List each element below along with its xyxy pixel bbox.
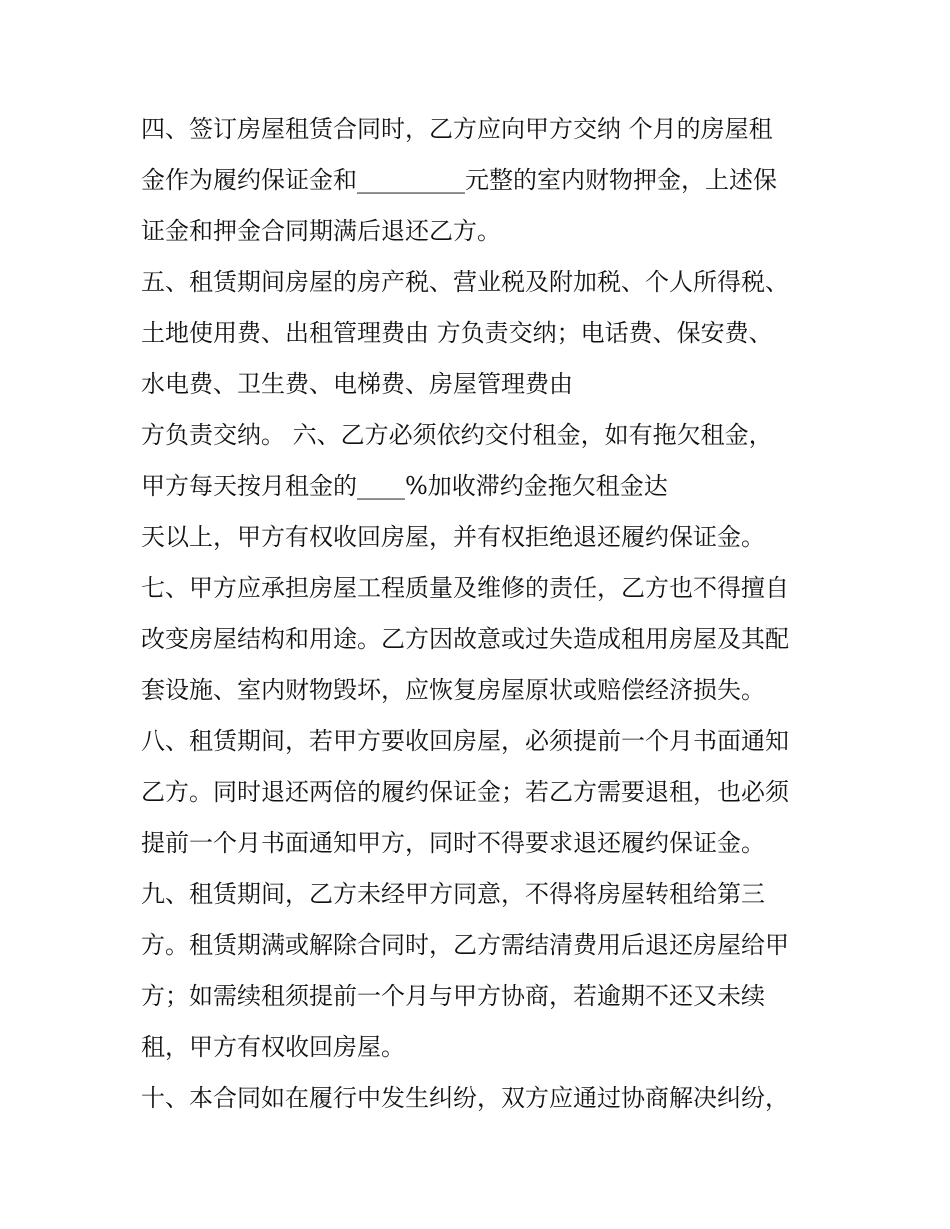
text-line: 提前一个月书面通知甲方，同时不得要求退还履约保证金。 [141,829,765,857]
text-line: 方负责交纳。 六、乙方必须依约交付租金，如有拖欠租金， [141,421,773,449]
text-line: 乙方。同时退还两倍的履约保证金；若乙方需要退租，也必须 [141,778,789,806]
text-line: 八、租赁期间，若甲方要收回房屋，必须提前一个月书面通知 [141,727,789,755]
text-line: 七、甲方应承担房屋工程质量及维修的责任，乙方也不得擅自 [141,574,789,602]
text-line: 十、本合同如在履行中发生纠纷，双方应通过协商解决纠纷， [141,1084,789,1112]
text-line: 租，甲方有权收回房屋。 [141,1033,405,1061]
text-line: 五、租赁期间房屋的房产税、营业税及附加税、个人所得税、 [141,268,789,296]
text-line: 水电费、卫生费、电梯费、房屋管理费由 [141,370,573,398]
text-line: 九、租赁期间，乙方未经甲方同意，不得将房屋转租给第三 [141,880,765,908]
text-line: 金作为履约保证金和_________元整的室内财物押金，上述保 [141,166,777,194]
text-line: 土地使用费、出租管理费由 方负责交纳；电话费、保安费、 [141,319,773,347]
text-line: 证金和押金合同期满后退还乙方。 [141,217,501,245]
text-line: 改变房屋结构和用途。乙方因故意或过失造成租用房屋及其配 [141,625,789,653]
text-line: 套设施、室内财物毁坏，应恢复房屋原状或赔偿经济损失。 [141,676,765,704]
text-line: 甲方每天按月租金的____%加收滞约金拖欠租金达 [141,472,668,500]
text-line: 方；如需续租须提前一个月与甲方协商，若逾期不还又未续 [141,982,765,1010]
text-line: 天以上，甲方有权收回房屋，并有权拒绝退还履约保证金。 [141,523,765,551]
contract-text [141,107,831,1127]
text-line: 方。租赁期满或解除合同时，乙方需结清费用后退还房屋给甲 [141,931,789,959]
text-line: 四、签订房屋租赁合同时，乙方应向甲方交纳 个月的房屋租 [141,115,773,143]
